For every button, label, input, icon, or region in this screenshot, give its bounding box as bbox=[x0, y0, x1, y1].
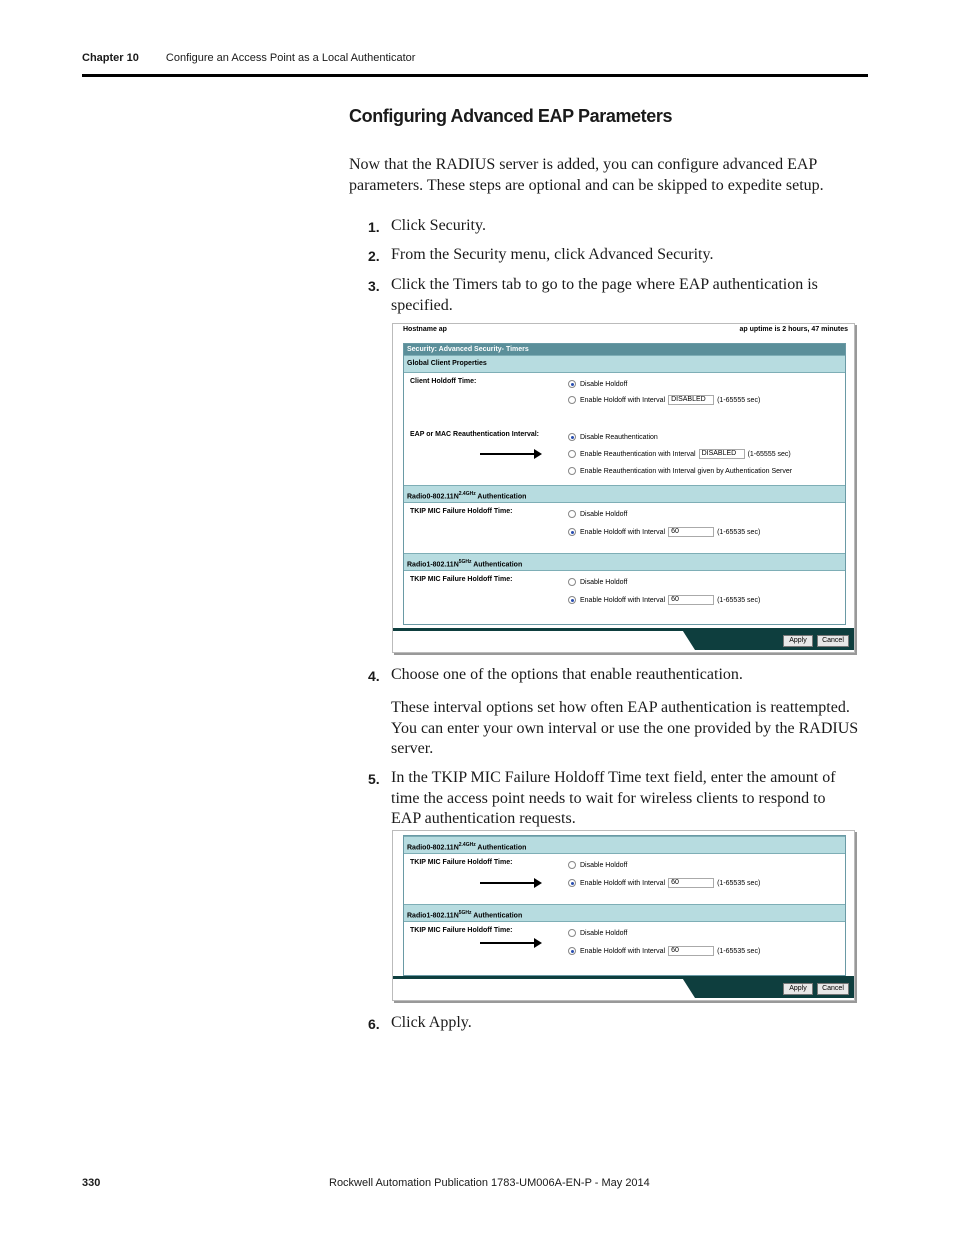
radio-selected-icon[interactable] bbox=[568, 433, 576, 441]
running-header bbox=[82, 52, 415, 64]
disable-holdoff-option[interactable]: Disable Holdoff bbox=[568, 510, 627, 518]
radio-icon[interactable] bbox=[568, 467, 576, 475]
step-4-note: These interval options set how often EAP authentication is reattempted. You can enter your own interval or use the one provided by the RADIUS server. bbox=[391, 699, 859, 757]
disable-reauth-option[interactable]: Disable Reauthentication bbox=[568, 433, 658, 441]
enable-holdoff-option[interactable]: Enable Holdoff with Interval 60 (1-65535 sec) bbox=[568, 946, 760, 956]
radio-icon[interactable] bbox=[568, 861, 576, 869]
holdoff-value-field[interactable]: 60 bbox=[668, 595, 714, 605]
client-holdoff-label: Client Holdoff Time: bbox=[410, 378, 477, 385]
enable-holdoff-option[interactable]: Enable Holdoff with Interval 60 (1-65535 sec) bbox=[568, 527, 760, 537]
global-client-band: Global Client Properties bbox=[404, 355, 845, 373]
radio-icon[interactable] bbox=[568, 396, 576, 404]
arrow-icon bbox=[480, 453, 540, 455]
radio-icon[interactable] bbox=[568, 450, 576, 458]
holdoff-interval-field[interactable]: DISABLED bbox=[668, 395, 714, 405]
reauth-interval-field[interactable]: DISABLED bbox=[699, 449, 745, 459]
step-number: 4. bbox=[368, 668, 380, 684]
tkip-holdoff-label: TKIP MIC Failure Holdoff Time: bbox=[410, 859, 513, 866]
section-title: Configuring Advanced EAP Parameters bbox=[349, 106, 673, 126]
step-number: 3. bbox=[368, 278, 380, 294]
eap-reauth-label: EAP or MAC Reauthentication Interval: bbox=[410, 431, 540, 438]
arrow-icon bbox=[480, 942, 540, 944]
intro-paragraph: Now that the RADIUS server is added, you can configure advanced EAP parameters. These steps are optional and can be skipped to expedite setup. bbox=[349, 156, 824, 194]
radio1-band: $Radio1-802.11N^{5GHz}$ Authentication bbox=[404, 553, 845, 571]
enable-holdoff-option[interactable]: Enable Holdoff with Interval 60 (1-65535 sec) bbox=[568, 595, 760, 605]
radio-icon[interactable] bbox=[568, 929, 576, 937]
radio-icon[interactable] bbox=[568, 510, 576, 518]
apply-button[interactable]: Apply bbox=[783, 635, 813, 647]
disable-holdoff-option[interactable]: Disable Holdoff bbox=[568, 861, 627, 869]
tkip-holdoff-label: TKIP MIC Failure Holdoff Time: bbox=[410, 508, 513, 515]
radio1-band: $Radio1-802.11N^{5GHz}$ Authentication bbox=[404, 904, 845, 922]
step-4 bbox=[368, 665, 858, 686]
step-number: 1. bbox=[368, 219, 380, 235]
radio0-band: $Radio0-802.11N^{2.4GHz}$ Authentication bbox=[404, 485, 845, 503]
step-2 bbox=[368, 245, 858, 266]
enable-reauth-option[interactable]: Enable Reauthentication with Interval DISABLED (1-65555 sec) bbox=[568, 449, 791, 459]
holdoff-value-field[interactable]: 60 bbox=[668, 878, 714, 888]
timers-screenshot bbox=[392, 323, 855, 653]
radio-selected-icon[interactable] bbox=[568, 596, 576, 604]
step-text: Choose one of the options that enable reauthentication. bbox=[391, 666, 743, 683]
radio-icon[interactable] bbox=[568, 578, 576, 586]
timers-form bbox=[403, 343, 846, 625]
form-title: Security: Advanced Security- Timers bbox=[404, 344, 845, 355]
step-number: 6. bbox=[368, 1016, 380, 1032]
tkip-holdoff-label: TKIP MIC Failure Holdoff Time: bbox=[410, 927, 513, 934]
step-text: Click Apply. bbox=[391, 1014, 472, 1031]
arrow-icon bbox=[480, 882, 540, 884]
radio-selected-icon[interactable] bbox=[568, 528, 576, 536]
uptime-text: ap uptime is 2 hours, 47 minutes bbox=[739, 326, 848, 333]
holdoff-value-field[interactable]: 60 bbox=[668, 946, 714, 956]
tkip-holdoff-label: TKIP MIC Failure Holdoff Time: bbox=[410, 576, 513, 583]
step-6 bbox=[368, 1013, 858, 1034]
disable-holdoff-option[interactable]: Disable Holdoff bbox=[568, 929, 627, 937]
holdoff-value-field[interactable]: 60 bbox=[668, 527, 714, 537]
publication-info: Rockwell Automation Publication 1783-UM006A-EN-P - May 2014 bbox=[329, 1177, 650, 1189]
cancel-button[interactable]: Cancel bbox=[817, 983, 849, 995]
step-text: Click the Timers tab to go to the page where EAP authentication is specified. bbox=[391, 276, 818, 314]
button-bar bbox=[393, 976, 854, 998]
radio0-band: $Radio0-802.11N^{2.4GHz}$ Authentication bbox=[404, 836, 845, 854]
button-bar bbox=[393, 628, 854, 650]
enable-holdoff-option[interactable]: Enable Holdoff with Interval 60 (1-65535 sec) bbox=[568, 878, 760, 888]
step-text: In the TKIP MIC Failure Holdoff Time text field, enter the amount of time the access point needs to wait for wireless clients to respond to EAP authentication requests. bbox=[391, 769, 836, 827]
tkip-screenshot bbox=[392, 830, 855, 1001]
step-number: 5. bbox=[368, 771, 380, 787]
hostname-text: Hostname ap bbox=[403, 326, 447, 333]
step-text: From the Security menu, click Advanced Security. bbox=[391, 246, 714, 263]
apply-button[interactable]: Apply bbox=[783, 983, 813, 995]
page-number: 330 bbox=[82, 1177, 101, 1189]
chapter-label: Chapter 10 bbox=[82, 52, 139, 64]
radio-selected-icon[interactable] bbox=[568, 380, 576, 388]
chapter-title: Configure an Access Point as a Local Authenticator bbox=[165, 52, 416, 64]
step-text: Click Security. bbox=[391, 217, 486, 234]
tkip-form bbox=[403, 835, 846, 976]
cancel-button[interactable]: Cancel bbox=[817, 635, 849, 647]
step-number: 2. bbox=[368, 248, 380, 264]
header-rule bbox=[82, 74, 868, 77]
disable-holdoff-option[interactable]: Disable Holdoff bbox=[568, 578, 627, 586]
step-3 bbox=[368, 275, 858, 316]
enable-holdoff-option[interactable]: Enable Holdoff with Interval DISABLED (1-65555 sec) bbox=[568, 395, 760, 405]
disable-holdoff-option[interactable]: Disable Holdoff bbox=[568, 380, 627, 388]
step-1 bbox=[368, 216, 858, 237]
enable-reauth-server-option[interactable]: Enable Reauthentication with Interval given by Authentication Server bbox=[568, 467, 792, 475]
radio-selected-icon[interactable] bbox=[568, 879, 576, 887]
radio-selected-icon[interactable] bbox=[568, 947, 576, 955]
step-5 bbox=[368, 768, 858, 830]
